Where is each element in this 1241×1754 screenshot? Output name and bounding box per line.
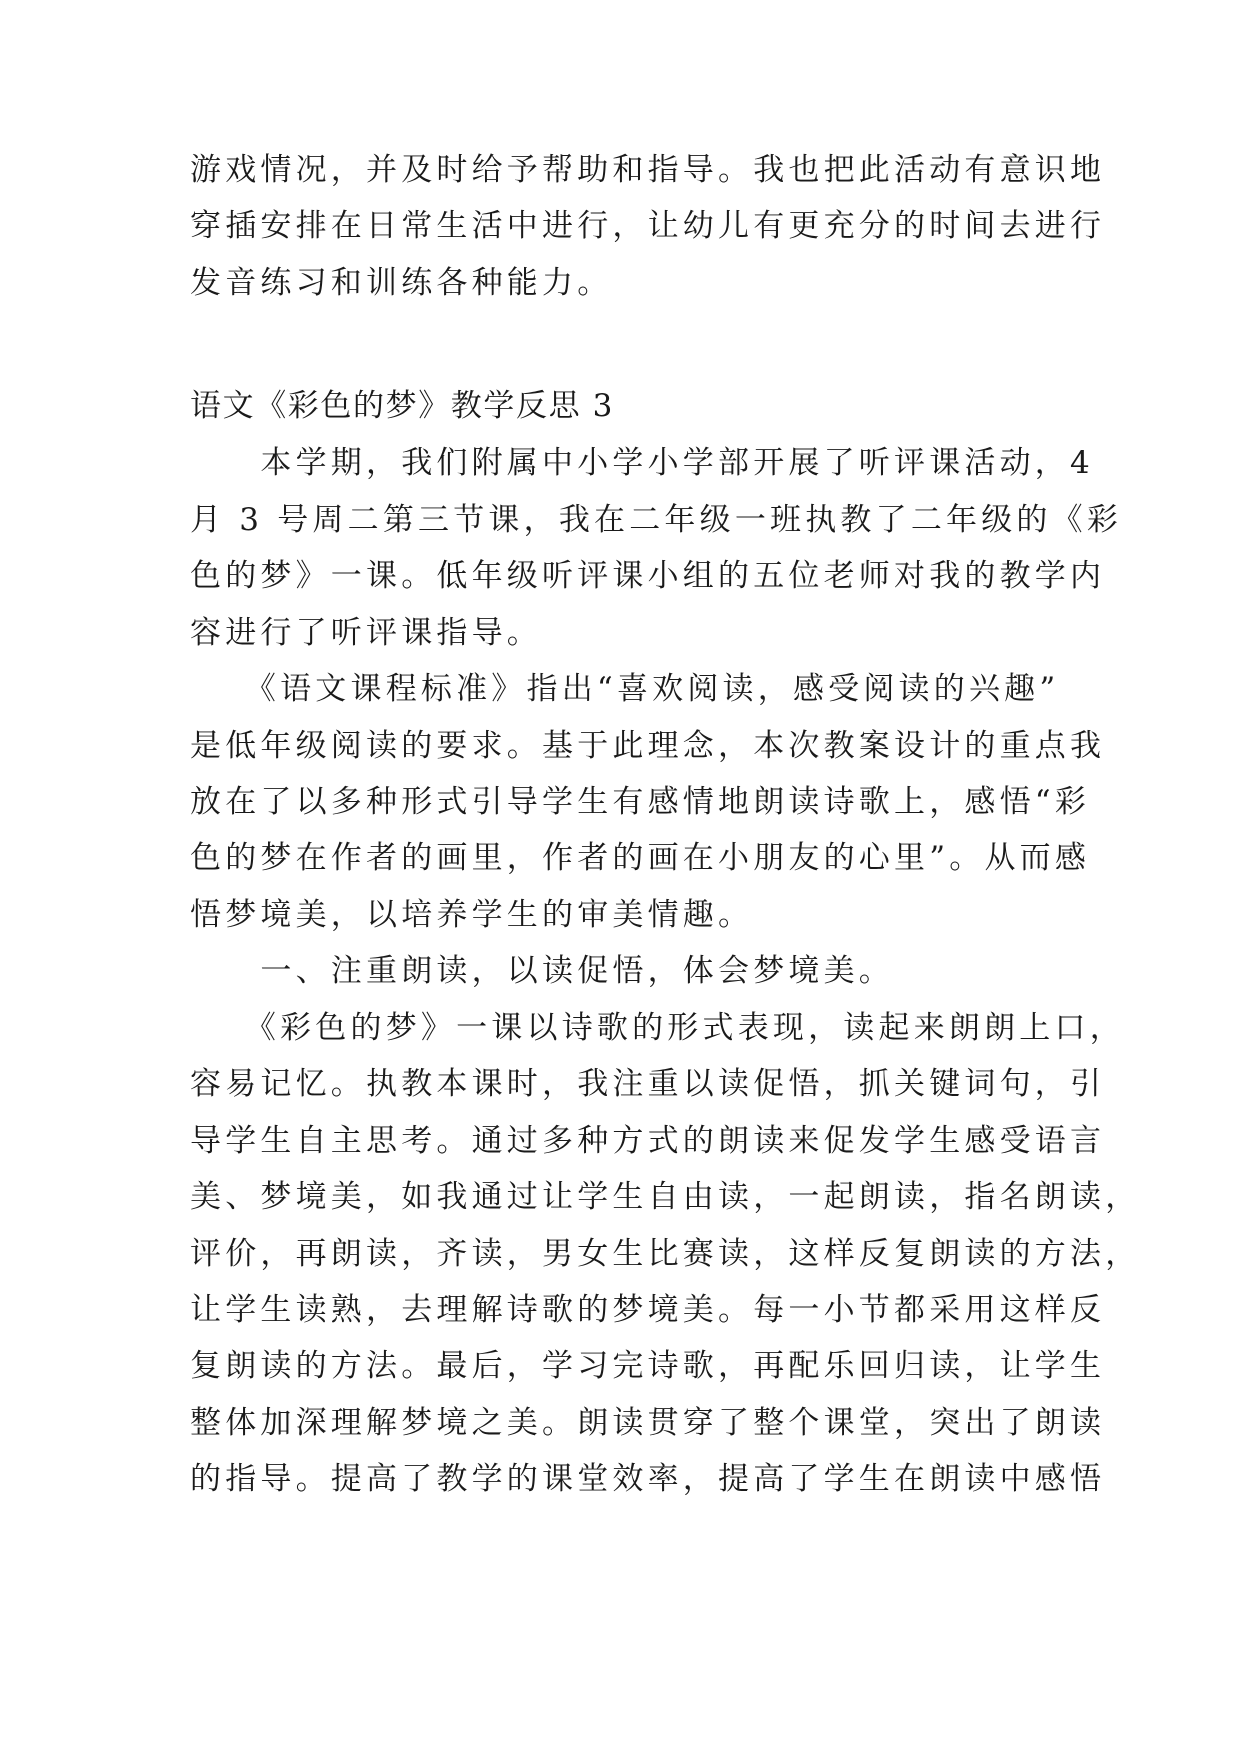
- paragraph-line: 评价，再朗读，齐读，男女生比赛读，这样反复朗读的方法，: [190, 1236, 1141, 1272]
- paragraph-line: 美、梦境美，如我通过让学生自由读，一起朗读，指名朗读，: [190, 1179, 1141, 1215]
- intro-line: 发音练习和训练各种能力。: [190, 265, 613, 301]
- paragraph-line: 本学期，我们附属中小学小学部开展了听评课活动，4: [190, 445, 1094, 481]
- paragraph-line: 《语文课程标准》指出“喜欢阅读，感受阅读的兴趣”: [190, 671, 1060, 707]
- paragraph-line: 放在了以多种形式引导学生有感情地朗读诗歌上，感悟“彩: [190, 784, 1091, 820]
- paragraph-line: 《彩色的梦》一课以诗歌的形式表现，读起来朗朗上口，: [190, 1010, 1125, 1046]
- section-heading: 一、注重朗读，以读促悟，体会梦境美。: [190, 953, 894, 989]
- paragraph-line: 导学生自主思考。通过多种方式的朗读来促发学生感受语言: [190, 1123, 1106, 1159]
- paragraph-line: 整体加深理解梦境之美。朗读贯穿了整个课堂，突出了朗读: [190, 1405, 1106, 1441]
- paragraph-line: 的指导。提高了教学的课堂效率，提高了学生在朗读中感悟: [190, 1461, 1106, 1497]
- paragraph-line: 色的梦》一课。低年级听评课小组的五位老师对我的教学内: [190, 558, 1106, 594]
- paragraph-line: 悟梦境美，以培养学生的审美情趣。: [190, 897, 754, 933]
- paragraph-line: 容进行了听评课指导。: [190, 615, 542, 651]
- paragraph-line: 是低年级阅读的要求。基于此理念，本次教案设计的重点我: [190, 728, 1106, 764]
- paragraph-line: 让学生读熟，去理解诗歌的梦境美。每一小节都采用这样反: [190, 1292, 1106, 1328]
- paragraph-line: 容易记忆。执教本课时，我注重以读促悟，抓关键词句，引: [190, 1066, 1106, 1102]
- paragraph-line: 色的梦在作者的画里，作者的画在小朋友的心里”。从而感: [190, 840, 1091, 876]
- intro-line: 穿插安排在日常生活中进行，让幼儿有更充分的时间去进行: [190, 208, 1106, 244]
- intro-line: 游戏情况，并及时给予帮助和指导。我也把此活动有意识地: [190, 152, 1106, 188]
- section-title: 语文《彩色的梦》教学反思 3: [190, 388, 614, 424]
- paragraph-line: 月 3 号周二第三节课，我在二年级一班执教了二年级的《彩: [190, 502, 1123, 538]
- paragraph-line: 复朗读的方法。最后，学习完诗歌，再配乐回归读，让学生: [190, 1348, 1106, 1384]
